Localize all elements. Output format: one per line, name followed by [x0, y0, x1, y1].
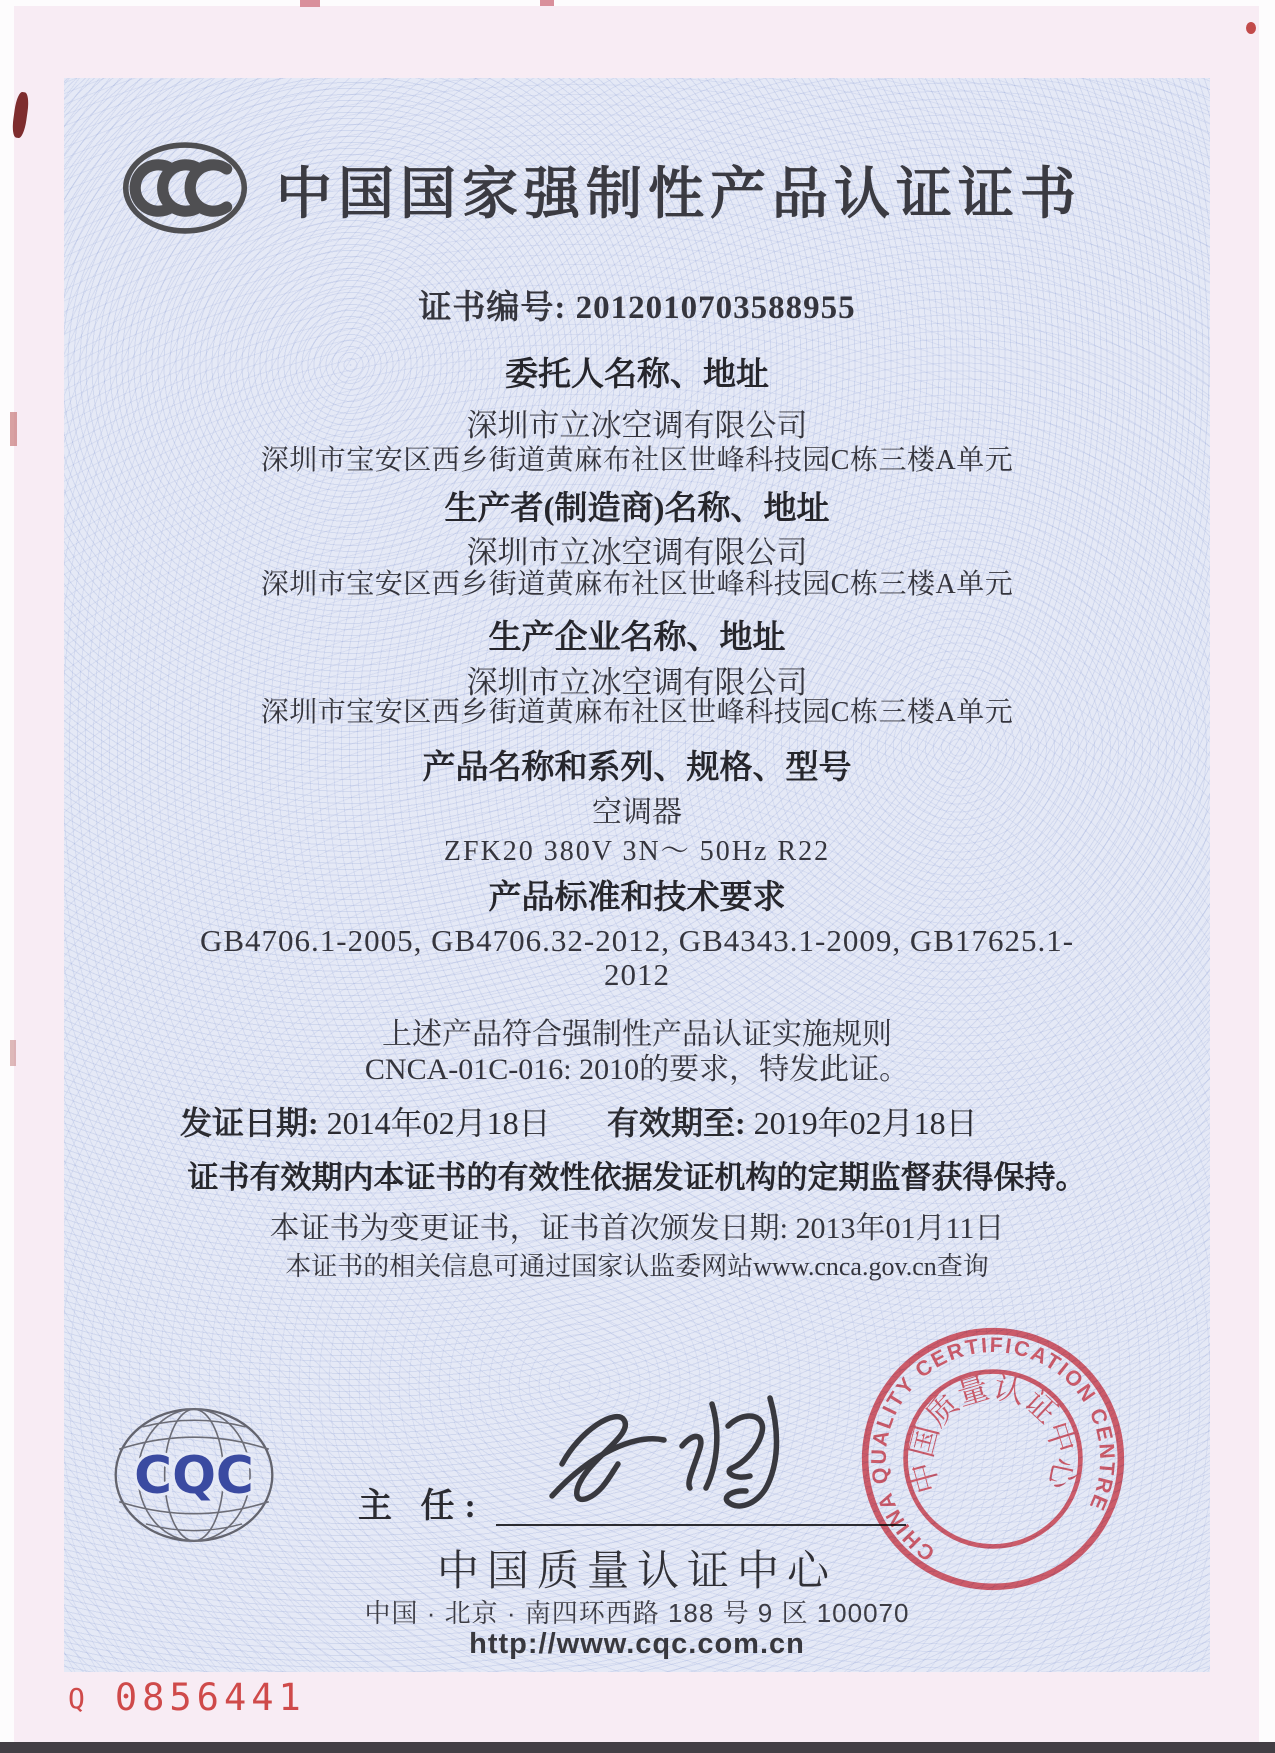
statement-line-2: CNCA-01C-016: 2010的要求，特发此证。 [364, 1053, 910, 1086]
manufacturer-heading: 生产者(制造商)名称、地址 [444, 491, 830, 527]
standards-line-2: 2012 [604, 957, 670, 992]
serial-digits: 0856441 [114, 1676, 306, 1719]
applicant-address: 深圳市宝安区西乡街道黄麻布社区世峰科技园C栋三楼A单元 [260, 445, 1014, 476]
certificate-number-line [64, 281, 1210, 328]
applicant-heading: 委托人名称、地址 [505, 357, 769, 393]
cqc-logo-text: CQC [134, 1445, 254, 1506]
certification-seal-icon [852, 1318, 1134, 1600]
product-name: 空调器 [592, 796, 682, 829]
director-signature [544, 1386, 804, 1526]
scan-artifact [1246, 22, 1256, 34]
seal-inner-text: 中国质量认证中心 [903, 1369, 1083, 1498]
product-model: ZFK20 380V 3N～ 50Hz R22 [443, 836, 831, 867]
dates-row [64, 1098, 1210, 1141]
issue-date-label: 发证日期: [180, 1105, 319, 1141]
serial-prefix: Q [68, 1682, 85, 1715]
product-heading: 产品名称和系列、规格、型号 [422, 750, 852, 786]
expiry-date-value: 2019年02月18日 [753, 1105, 978, 1141]
director-label: 主 任: [358, 1488, 486, 1525]
organization-address: 中国 · 北京 · 南四环西路 188 号 9 区 100070 [364, 1598, 910, 1628]
scan-artifact [300, 0, 320, 7]
form-serial-number [68, 1676, 306, 1719]
certificate-number-value: 2012010703588955 [575, 290, 856, 326]
issue-date-line [180, 1098, 551, 1144]
info-note: 本证书的相关信息可通过国家认监委网站www.cnca.gov.cn查询 [285, 1252, 989, 1281]
scan-artifact [540, 0, 554, 6]
scan-bottom-edge [0, 1742, 1275, 1753]
statement-line-1: 上述产品符合强制性产品认证实施规则 [382, 1018, 892, 1051]
organization-name: 中国质量认证中心 [436, 1547, 837, 1594]
manufacturer-name: 深圳市立冰空调有限公司 [466, 535, 808, 570]
standards-line-1: GB4706.1-2005, GB4706.32-2012, GB4343.1-2009, GB17625.1- [199, 923, 1075, 958]
issue-date-value: 2014年02月18日 [326, 1105, 551, 1141]
expiry-date-line [607, 1098, 978, 1144]
scan-artifact [10, 412, 17, 446]
organization-url: http://www.cqc.com.cn [469, 1628, 805, 1660]
applicant-name: 深圳市立冰空调有限公司 [466, 408, 808, 443]
change-note: 本证书为变更证书，证书首次颁发日期: 2013年01月11日 [269, 1212, 1005, 1245]
factory-name: 深圳市立冰空调有限公司 [466, 665, 808, 700]
validity-note: 证书有效期内本证书的有效性依据发证机构的定期监督获得保持。 [187, 1160, 1087, 1195]
factory-heading: 生产企业名称、地址 [488, 620, 786, 656]
certificate-page [64, 78, 1210, 1672]
signature-line [496, 1524, 906, 1526]
certificate-number-label: 证书编号: [418, 290, 567, 326]
seal-ring-text: CHINA QUALITY CERTIFICATION CENTRE [867, 1333, 1119, 1565]
certificate-title: 中国国家强制性产品认证证书 [276, 164, 1082, 226]
standards-heading: 产品标准和技术要求 [488, 880, 786, 916]
expiry-date-label: 有效期至: [607, 1105, 746, 1141]
manufacturer-address: 深圳市宝安区西乡街道黄麻布社区世峰科技园C栋三楼A单元 [260, 569, 1014, 600]
cqc-globe-icon [105, 1398, 283, 1552]
scan-artifact [10, 1040, 16, 1066]
factory-address: 深圳市宝安区西乡街道黄麻布社区世峰科技园C栋三楼A单元 [260, 697, 1014, 728]
svg-text:中国质量认证中心 [904, 1370, 1083, 1498]
